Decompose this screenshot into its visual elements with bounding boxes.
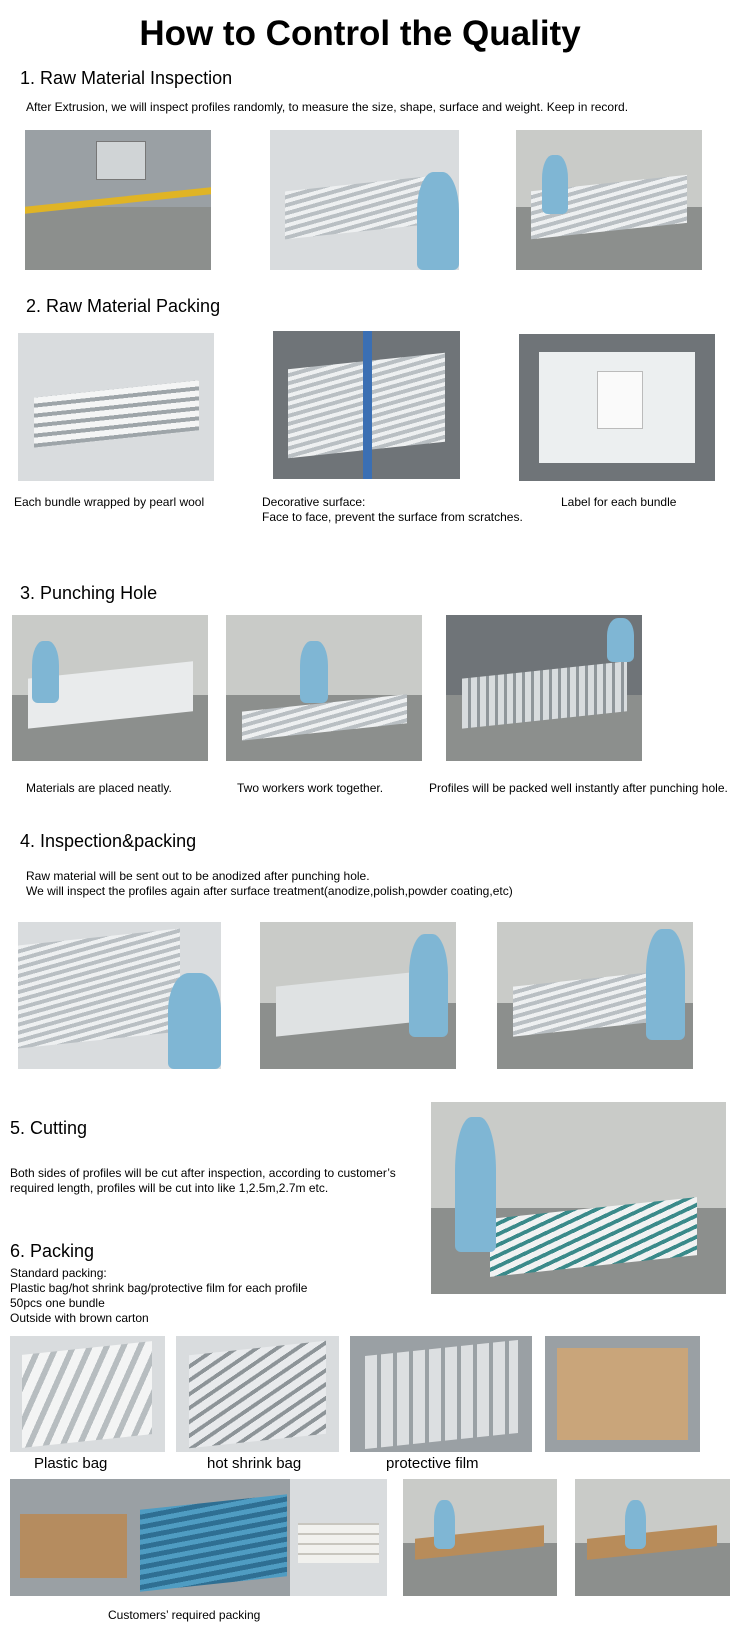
section-1-text: After Extrusion, we will inspect profiles randomly, to measure the size, shape, surface and weight. Keep in record. bbox=[26, 100, 629, 114]
photo-face-to-face-profiles bbox=[273, 331, 460, 479]
caption-customers-packing: Customers’ required packing bbox=[108, 1608, 261, 1622]
photo-two-workers bbox=[226, 615, 422, 761]
photo-packed-after-punching bbox=[446, 615, 642, 761]
section-5-heading: 5. Cutting bbox=[10, 1118, 88, 1138]
photo-inspection-table bbox=[497, 922, 693, 1069]
caption-placed-neatly: Materials are placed neatly. bbox=[26, 781, 172, 795]
photo-blue-film-bundles bbox=[137, 1479, 290, 1596]
section-6-heading: 6. Packing bbox=[10, 1241, 95, 1261]
photo-materials-placed bbox=[12, 615, 208, 761]
photo-cutting-machine bbox=[431, 1102, 726, 1294]
photo-wood-packing-2 bbox=[575, 1479, 730, 1596]
section-4-heading: 4. Inspection&packing bbox=[20, 831, 197, 851]
photo-wood-packing-1 bbox=[403, 1479, 557, 1596]
photo-bundle-label bbox=[519, 334, 715, 481]
caption-pearl-wool: Each bundle wrapped by pearl wool bbox=[14, 495, 205, 509]
photo-protective-film bbox=[350, 1336, 532, 1452]
page-title: How to Control the Quality bbox=[139, 14, 581, 53]
caption-hot-shrink-bag: hot shrink bag bbox=[207, 1455, 302, 1472]
section-2-heading: 2. Raw Material Packing bbox=[26, 296, 221, 316]
section-4-line-1: Raw material will be sent out to be anodized after punching hole. bbox=[26, 869, 370, 883]
caption-packed-instantly: Profiles will be packed well instantly after punching hole. bbox=[429, 781, 728, 795]
section-4-line-2: We will inspect the profiles again after surface treatment(anodize,polish,powder coating,etc) bbox=[26, 884, 513, 898]
photo-profile-inspection bbox=[516, 130, 702, 270]
photo-wooden-crate bbox=[10, 1479, 137, 1596]
caption-decorative-surface: Decorative surface: bbox=[262, 495, 366, 509]
caption-label-bundle: Label for each bundle bbox=[561, 495, 677, 509]
photo-plastic-bag bbox=[10, 1336, 165, 1452]
packing-line-4: Outside with brown carton bbox=[10, 1311, 149, 1325]
packing-line-3: 50pcs one bundle bbox=[10, 1296, 105, 1310]
photo-scale-weighing bbox=[25, 130, 211, 270]
section-3-heading: 3. Punching Hole bbox=[20, 583, 158, 603]
photo-caliper-measuring bbox=[270, 130, 459, 270]
caption-face-to-face: Face to face, prevent the surface from scratches. bbox=[262, 510, 523, 524]
section-5-line-1: Both sides of profiles will be cut after inspection, according to customer’s bbox=[10, 1166, 396, 1180]
caption-workers-together: Two workers work together. bbox=[237, 781, 384, 795]
packing-line-1: Standard packing: bbox=[10, 1266, 107, 1280]
photo-pearl-wool-bundle bbox=[18, 333, 214, 481]
photo-carton-stack bbox=[290, 1479, 387, 1596]
section-5-line-2: required length, profiles will be cut into like 1,2.5m,2.7m etc. bbox=[10, 1181, 329, 1195]
photo-inspection-worker bbox=[260, 922, 456, 1069]
photo-hot-shrink-bag bbox=[176, 1336, 339, 1452]
caption-plastic-bag: Plastic bag bbox=[34, 1455, 108, 1472]
photo-carton-box bbox=[545, 1336, 700, 1452]
packing-line-2: Plastic bag/hot shrink bag/protective film for each profile bbox=[10, 1281, 308, 1295]
photo-inspection-closeup bbox=[18, 922, 221, 1069]
section-1-heading: 1. Raw Material Inspection bbox=[20, 68, 233, 88]
caption-protective-film: protective film bbox=[386, 1455, 479, 1472]
